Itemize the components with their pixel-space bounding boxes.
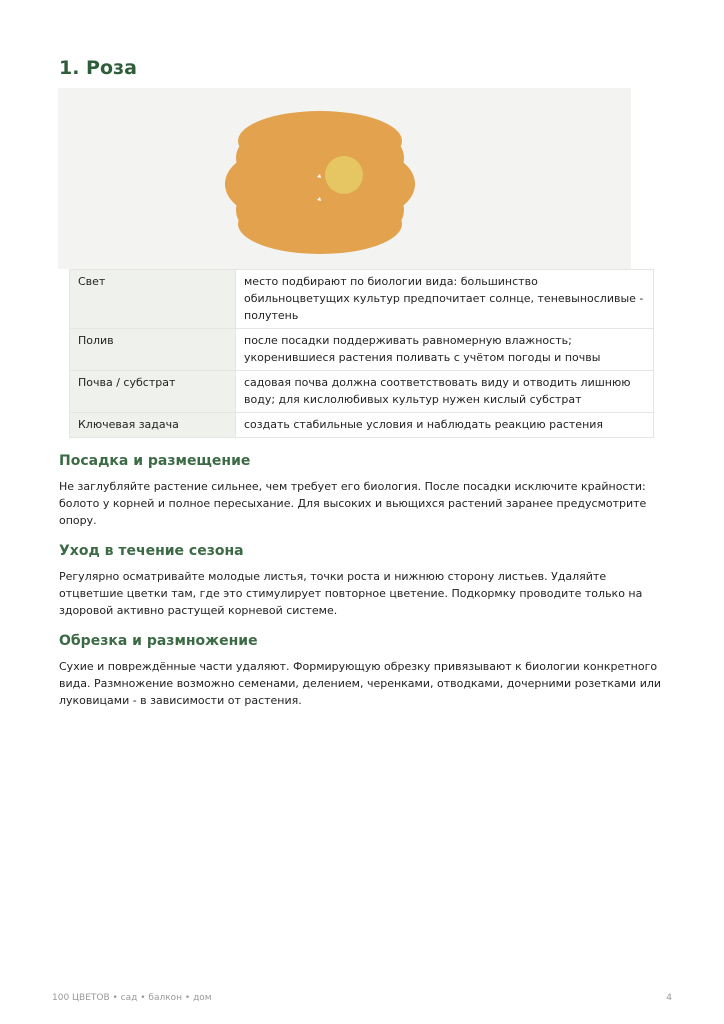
section-heading: Уход в течение сезона xyxy=(59,543,244,559)
table-value-cell: садовая почва должна соответствовать виду и отводить лишнюю воду; для кислолюбивых культур нужен кислый субстрат xyxy=(236,371,654,413)
section-seasonal-care xyxy=(59,541,665,619)
table-label-cell: Ключевая задача xyxy=(70,413,236,438)
flower-icon xyxy=(58,88,631,269)
table-row xyxy=(70,329,654,371)
section-text: Сухие и повреждённые части удаляют. Формирующую обрезку привязывают к биологии конкретного вида. Размножение возможно семенами, делением, черенками, отводками, дочерними розетками или луковицами - в зависимости от растения. xyxy=(59,660,662,707)
table-row xyxy=(70,371,654,413)
footer-text: 100 ЦВЕТОВ • сад • балкон • дом xyxy=(52,993,212,1003)
table-row xyxy=(70,270,654,329)
table-label-cell: Полив xyxy=(70,329,236,371)
page-number: 4 xyxy=(666,993,672,1003)
section-text: Регулярно осматривайте молодые листья, точки роста и нижнюю сторону листьев. Удаляйте отцветшие цветки там, где это стимулирует повторное цветение. Подкормку проводите только на здоровой активно растущей корневой системе. xyxy=(59,570,643,617)
table-label-cell: Почва / субстрат xyxy=(70,371,236,413)
table-row xyxy=(70,413,654,438)
table-value-cell: создать стабильные условия и наблюдать реакцию растения xyxy=(236,413,654,438)
section-heading: Посадка и размещение xyxy=(59,453,251,469)
table-value-cell: место подбирают по биологии вида: большинство обильноцветущих культур предпочитает солнце, теневыносливые - полутень xyxy=(236,270,654,329)
flower-center xyxy=(325,156,363,194)
flower-illustration xyxy=(58,88,631,269)
section-planting xyxy=(59,451,665,529)
care-table xyxy=(69,269,654,438)
table-label-cell: Свет xyxy=(70,270,236,329)
page-title: 1. Роза xyxy=(59,57,137,79)
section-heading: Обрезка и размножение xyxy=(59,633,258,649)
table-value-cell: после посадки поддерживать равномерную влажность; укоренившиеся растения поливать с учётом погоды и почвы xyxy=(236,329,654,371)
flower-petals xyxy=(225,111,415,254)
section-pruning xyxy=(59,631,665,709)
section-text: Не заглубляйте растение сильнее, чем требует его биология. После посадки исключите крайности: болото у корней и полное пересыхание. Для высоких и вьющихся растений заранее предусмотрите опору. xyxy=(59,480,647,527)
